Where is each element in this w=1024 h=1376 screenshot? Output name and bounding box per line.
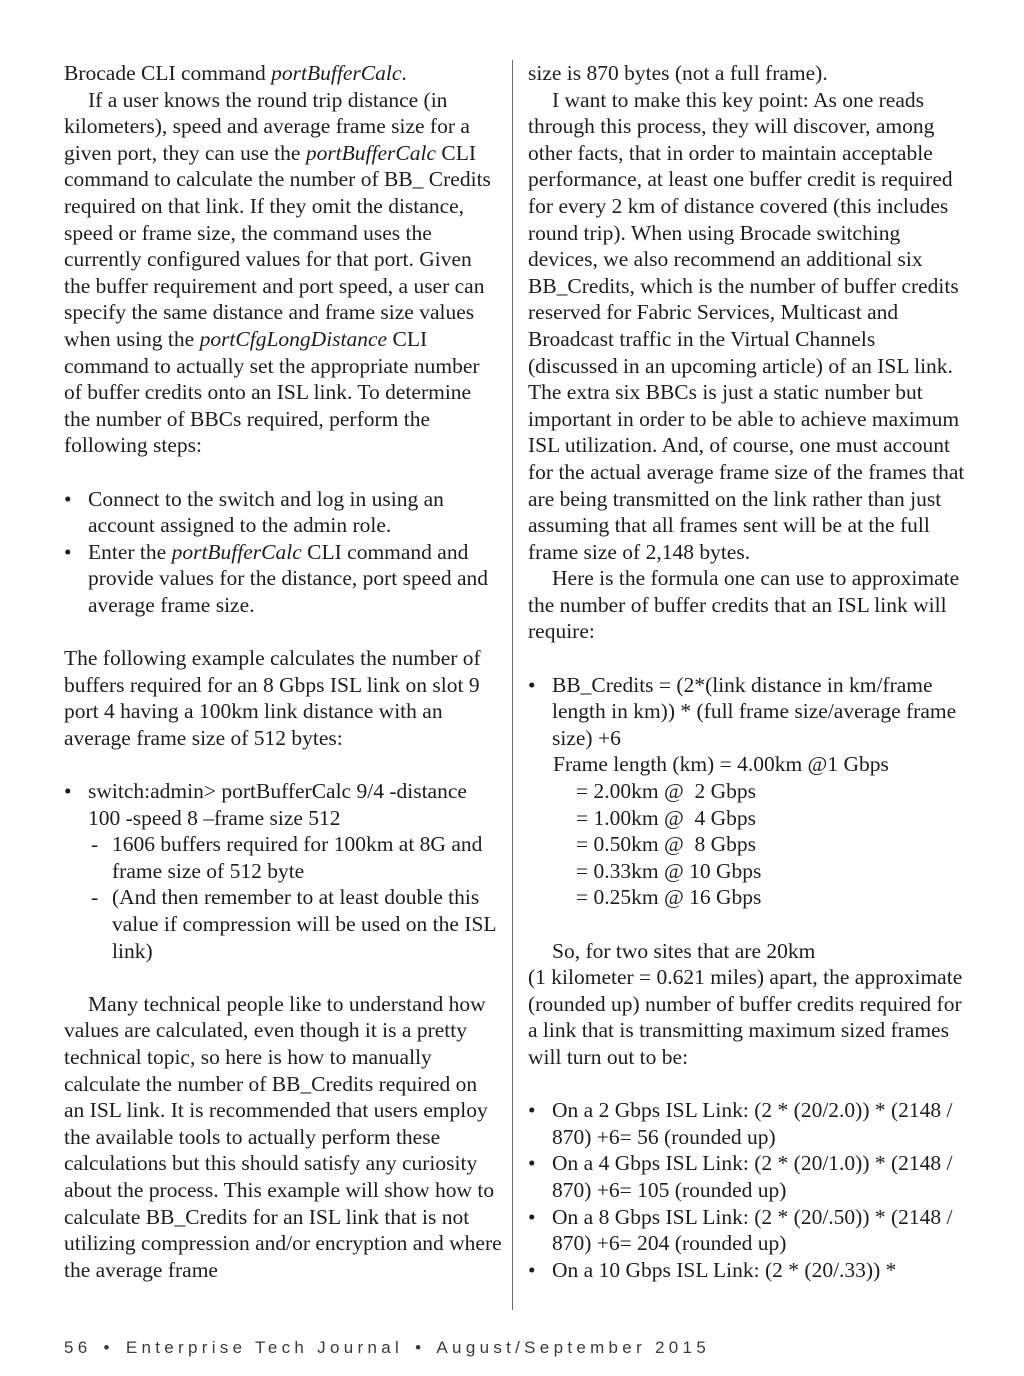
frame-length-value: = 0.50km @ 8 Gbps	[576, 832, 757, 857]
steps-list	[64, 486, 502, 619]
results-list	[528, 1097, 968, 1283]
frame-length-value: = 0.25km @ 16 Gbps	[576, 885, 762, 910]
paragraph-sites-cont: (1 kilometer = 0.621 miles) apart, the approximate (rounded up) number of buffer credits required for a link that is transmitting maximum sized frames will turn out to be:	[528, 965, 963, 1069]
command-line: switch:admin> portBufferCalc 9/4 -distance 100 -speed 8 –frame size 512	[88, 779, 467, 830]
paragraph-formula-intro: Here is the formula one can use to approximate the number of buffer credits that an ISL link will require:	[528, 566, 960, 644]
frame-length-value: = 0.33km @ 10 Gbps	[576, 858, 762, 883]
page-number: 56	[64, 1338, 92, 1357]
list-item: • Connect to the switch and log in using an account assigned to the admin role.	[64, 486, 502, 539]
example-list	[64, 778, 502, 964]
command-name: portCfgLongDistance	[199, 326, 388, 351]
paragraph-manual-calc: Many technical people like to understand how values are calculated, even though it is a pretty technical topic, so here is how to manually calculate the number of BB_Credits required on an ISL link. It is recommended that users employ the available tools to actually perform these calculations but this should satisfy any curiosity about the process. This example will show how to calculate BB_Credits for an ISL link that is not utilizing compression and/or encryption and where the average frame	[64, 991, 502, 1282]
list-item	[64, 778, 502, 964]
list-item: • On a 10 Gbps ISL Link: (2 * (20/.33)) *	[528, 1257, 968, 1284]
list-item: • BB_Credits = (2*(link distance in km/frame length in km)) * (full frame size/average frame size) +6	[528, 672, 968, 752]
left-column	[64, 60, 502, 1283]
page-footer	[64, 1338, 710, 1358]
sub-list	[88, 831, 502, 964]
paragraph-sites: So, for two sites that are 20km	[552, 938, 816, 963]
list-item: • On a 2 Gbps ISL Link: (2 * (20/2.0)) * (2148 / 870) +6= 56 (rounded up)	[528, 1097, 968, 1150]
command-name: portBufferCalc	[305, 140, 436, 165]
command-name: portBufferCalc	[171, 539, 302, 564]
frame-length-label: Frame length (km) = 4.00km @1 Gbps	[553, 752, 889, 777]
list-item: • On a 8 Gbps ISL Link: (2 * (20/.50)) * (2148 / 870) +6= 204 (rounded up)	[528, 1204, 968, 1257]
list-item: - (And then remember to at least double this value if compression will be used on the ISL link)	[88, 884, 502, 964]
issue-date: August/September 2015	[436, 1338, 711, 1357]
paragraph-key-point: I want to make this key point: As one reads through this process, they will discover, among other facts, that in order to maintain acceptable performance, at least one buffer credit is required for every 2 km of distance covered (this includes round trip). When using Brocade switching devices, we also recommend an additional six BB_Credits, which is the number of buffer credits reserved for Fabric Services, Multicast and Broadcast traffic in the Virtual Channels (discussed in an upcoming article) of an ISL link. The extra six BBCs is just a static number but important in order to be able to achieve maximum ISL utilization. And, of course, one must account for the actual average frame size of the frames that are being transmitted on the link rather than just assuming that all frames sent will be at the full frame size of 2,148 bytes.	[528, 87, 965, 564]
frame-length-value: = 2.00km @ 2 Gbps	[576, 779, 757, 804]
paragraph-round-trip: If a user knows the round trip distance (in kilometers), speed and average frame size for a given port, they can use the portBufferCalc CLI command to calculate the number of BB_ Credits required on that link. If they omit the distance, speed or frame size, the command uses the currently configured values for that port. Given the buffer requirement and port speed, a user can specify the same distance and frame size values when using the portCfgLongDistance CLI command to actually set the appropriate number of buffer credits onto an ISL link. To determine the number of BBCs required, perform the following steps:	[64, 87, 491, 458]
list-item: • Enter the portBufferCalc CLI command and provide values for the distance, port speed and average frame size.	[64, 539, 502, 619]
paragraph-intro: Brocade CLI command portBufferCalc.	[64, 61, 407, 85]
paragraph-continued: size is 870 bytes (not a full frame).	[528, 61, 828, 85]
separator-dot: •	[103, 1338, 114, 1357]
list-item: • On a 4 Gbps ISL Link: (2 * (20/1.0)) * (2148 / 870) +6= 105 (rounded up)	[528, 1150, 968, 1203]
frame-length-value: = 1.00km @ 4 Gbps	[576, 805, 757, 830]
command-name: portBufferCalc	[271, 61, 402, 85]
separator-dot: •	[415, 1338, 426, 1357]
paragraph-example-intro: The following example calculates the number of buffers required for an 8 Gbps ISL link on slot 9 port 4 having a 100km link distance with an average frame size of 512 bytes:	[64, 646, 481, 750]
right-column	[528, 60, 968, 1283]
column-divider	[512, 60, 513, 1310]
formula-list	[528, 672, 968, 752]
list-item: - 1606 buffers required for 100km at 8G and frame size of 512 byte	[88, 831, 502, 884]
publication-name: Enterprise Tech Journal	[125, 1338, 404, 1357]
